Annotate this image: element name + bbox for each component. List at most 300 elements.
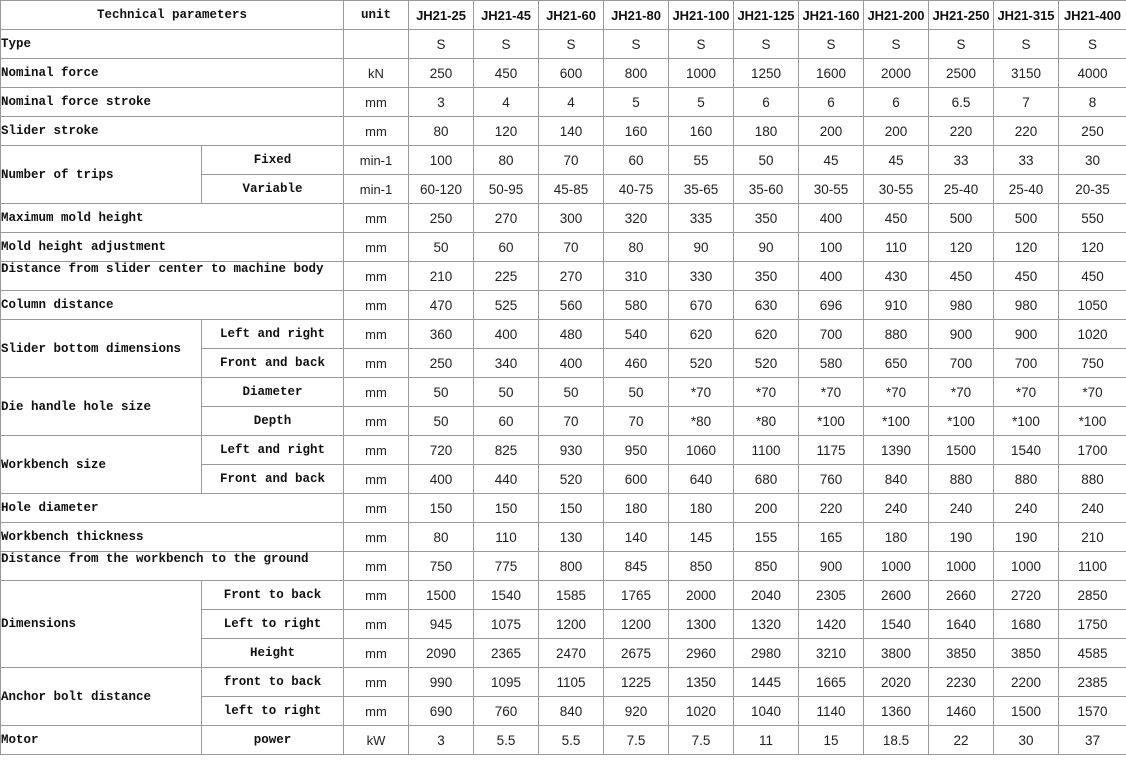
value-cell: 2000 xyxy=(669,581,734,610)
value-cell: S xyxy=(734,30,799,59)
header-row xyxy=(1,1,1126,30)
value-cell: 180 xyxy=(864,523,929,552)
value-cell: 500 xyxy=(994,204,1059,233)
value-cell: 70 xyxy=(539,146,604,175)
value-cell: 470 xyxy=(409,291,474,320)
value-cell: 760 xyxy=(474,697,539,726)
value-cell: 250 xyxy=(1059,117,1126,146)
value-cell: 1585 xyxy=(539,581,604,610)
row-sublabel: Depth xyxy=(202,407,344,436)
value-cell: 1140 xyxy=(799,697,864,726)
value-cell: 6 xyxy=(864,88,929,117)
unit-cell: mm xyxy=(344,465,409,494)
value-cell: 1250 xyxy=(734,59,799,88)
model-header: JH21-60 xyxy=(539,1,604,30)
value-cell: 210 xyxy=(409,262,474,291)
row-label: Column distance xyxy=(1,291,344,320)
row-label: Type xyxy=(1,30,344,59)
value-cell: 5.5 xyxy=(539,726,604,755)
value-cell: 1700 xyxy=(1059,436,1126,465)
value-cell: 720 xyxy=(409,436,474,465)
value-cell: 1175 xyxy=(799,436,864,465)
value-cell: 1000 xyxy=(864,552,929,581)
row-label: Mold height adjustment xyxy=(1,233,344,262)
value-cell: 2500 xyxy=(929,59,994,88)
value-cell: *80 xyxy=(734,407,799,436)
value-cell: 3150 xyxy=(994,59,1059,88)
value-cell: 900 xyxy=(994,320,1059,349)
value-cell: 350 xyxy=(734,204,799,233)
value-cell: 6.5 xyxy=(929,88,994,117)
value-cell: 30 xyxy=(1059,146,1126,175)
value-cell: 700 xyxy=(994,349,1059,378)
row-sublabel: Left to right xyxy=(202,610,344,639)
value-cell: 80 xyxy=(409,523,474,552)
value-cell: 400 xyxy=(799,262,864,291)
value-cell: 3 xyxy=(409,88,474,117)
table-row xyxy=(1,523,1126,552)
value-cell: 1225 xyxy=(604,668,669,697)
value-cell: 450 xyxy=(929,262,994,291)
value-cell: S xyxy=(929,30,994,59)
value-cell: 2200 xyxy=(994,668,1059,697)
value-cell: 7 xyxy=(994,88,1059,117)
value-cell: 20-35 xyxy=(1059,175,1126,204)
value-cell: 640 xyxy=(669,465,734,494)
value-cell: 1420 xyxy=(799,610,864,639)
value-cell: 450 xyxy=(1059,262,1126,291)
header-parameter-label: Technical parameters xyxy=(1,1,344,30)
value-cell: 1300 xyxy=(669,610,734,639)
value-cell: 1350 xyxy=(669,668,734,697)
value-cell: 340 xyxy=(474,349,539,378)
unit-cell: min-1 xyxy=(344,175,409,204)
value-cell: 60-120 xyxy=(409,175,474,204)
value-cell: 240 xyxy=(1059,494,1126,523)
value-cell: 4 xyxy=(539,88,604,117)
value-cell: S xyxy=(409,30,474,59)
unit-cell: mm xyxy=(344,378,409,407)
value-cell: 3850 xyxy=(994,639,1059,668)
value-cell: 350 xyxy=(734,262,799,291)
table-row xyxy=(1,494,1126,523)
value-cell: 310 xyxy=(604,262,669,291)
row-sublabel: front to back xyxy=(202,668,344,697)
value-cell: 30-55 xyxy=(864,175,929,204)
table-row xyxy=(1,30,1126,59)
value-cell: 2090 xyxy=(409,639,474,668)
value-cell: 70 xyxy=(539,233,604,262)
value-cell: 330 xyxy=(669,262,734,291)
value-cell: 50 xyxy=(604,378,669,407)
value-cell: S xyxy=(669,30,734,59)
value-cell: 2980 xyxy=(734,639,799,668)
unit-cell: mm xyxy=(344,117,409,146)
value-cell: S xyxy=(474,30,539,59)
value-cell: 696 xyxy=(799,291,864,320)
value-cell: *100 xyxy=(864,407,929,436)
value-cell: 1060 xyxy=(669,436,734,465)
value-cell: *70 xyxy=(669,378,734,407)
value-cell: 1000 xyxy=(669,59,734,88)
row-sublabel: Front to back xyxy=(202,581,344,610)
value-cell: 250 xyxy=(409,204,474,233)
value-cell: 2365 xyxy=(474,639,539,668)
value-cell: 700 xyxy=(799,320,864,349)
value-cell: 400 xyxy=(474,320,539,349)
value-cell: 18.5 xyxy=(864,726,929,755)
value-cell: *100 xyxy=(799,407,864,436)
value-cell: S xyxy=(539,30,604,59)
value-cell: 220 xyxy=(929,117,994,146)
value-cell: 500 xyxy=(929,204,994,233)
value-cell: 90 xyxy=(669,233,734,262)
value-cell: 1020 xyxy=(1059,320,1126,349)
value-cell: 50 xyxy=(409,378,474,407)
value-cell: 1460 xyxy=(929,697,994,726)
table-row xyxy=(1,668,1126,697)
value-cell: 11 xyxy=(734,726,799,755)
value-cell: 3850 xyxy=(929,639,994,668)
value-cell: 880 xyxy=(994,465,1059,494)
value-cell: 200 xyxy=(864,117,929,146)
value-cell: 1600 xyxy=(799,59,864,88)
value-cell: 1000 xyxy=(994,552,1059,581)
value-cell: 50 xyxy=(734,146,799,175)
model-header: JH21-160 xyxy=(799,1,864,30)
value-cell: 270 xyxy=(474,204,539,233)
value-cell: 800 xyxy=(604,59,669,88)
model-header: JH21-200 xyxy=(864,1,929,30)
value-cell: S xyxy=(994,30,1059,59)
value-cell: 3800 xyxy=(864,639,929,668)
value-cell: 165 xyxy=(799,523,864,552)
value-cell: 980 xyxy=(929,291,994,320)
value-cell: 155 xyxy=(734,523,799,552)
value-cell: 160 xyxy=(604,117,669,146)
value-cell: 210 xyxy=(1059,523,1126,552)
value-cell: 1665 xyxy=(799,668,864,697)
value-cell: 50 xyxy=(409,407,474,436)
value-cell: 760 xyxy=(799,465,864,494)
value-cell: 8 xyxy=(1059,88,1126,117)
value-cell: 2600 xyxy=(864,581,929,610)
value-cell: 45 xyxy=(864,146,929,175)
value-cell: S xyxy=(799,30,864,59)
value-cell: 220 xyxy=(799,494,864,523)
value-cell: 990 xyxy=(409,668,474,697)
value-cell: 35-60 xyxy=(734,175,799,204)
value-cell: 1500 xyxy=(929,436,994,465)
row-label: Workbench thickness xyxy=(1,523,344,552)
value-cell: 3210 xyxy=(799,639,864,668)
value-cell: 520 xyxy=(734,349,799,378)
value-cell: 1040 xyxy=(734,697,799,726)
value-cell: 450 xyxy=(474,59,539,88)
value-cell: 5.5 xyxy=(474,726,539,755)
value-cell: 190 xyxy=(929,523,994,552)
value-cell: 3 xyxy=(409,726,474,755)
value-cell: 4 xyxy=(474,88,539,117)
value-cell: 1500 xyxy=(994,697,1059,726)
unit-cell: mm xyxy=(344,291,409,320)
value-cell: 1765 xyxy=(604,581,669,610)
unit-cell: mm xyxy=(344,581,409,610)
value-cell: 950 xyxy=(604,436,669,465)
value-cell: 50 xyxy=(409,233,474,262)
value-cell: 30-55 xyxy=(799,175,864,204)
value-cell: 335 xyxy=(669,204,734,233)
value-cell: 5 xyxy=(669,88,734,117)
value-cell: 1445 xyxy=(734,668,799,697)
value-cell: 1105 xyxy=(539,668,604,697)
value-cell: 180 xyxy=(604,494,669,523)
value-cell: 55 xyxy=(669,146,734,175)
value-cell: 6 xyxy=(734,88,799,117)
value-cell: 900 xyxy=(799,552,864,581)
value-cell: 580 xyxy=(799,349,864,378)
value-cell: *70 xyxy=(864,378,929,407)
model-header: JH21-250 xyxy=(929,1,994,30)
value-cell: 880 xyxy=(1059,465,1126,494)
value-cell: 70 xyxy=(539,407,604,436)
value-cell: 1320 xyxy=(734,610,799,639)
value-cell: 840 xyxy=(864,465,929,494)
value-cell: S xyxy=(864,30,929,59)
value-cell: 880 xyxy=(929,465,994,494)
value-cell: 850 xyxy=(734,552,799,581)
group-label: Anchor bolt distance xyxy=(1,668,202,726)
value-cell: 360 xyxy=(409,320,474,349)
value-cell: 2305 xyxy=(799,581,864,610)
value-cell: 2470 xyxy=(539,639,604,668)
value-cell: 440 xyxy=(474,465,539,494)
model-header: JH21-100 xyxy=(669,1,734,30)
row-label: Nominal force xyxy=(1,59,344,88)
row-sublabel: Fixed xyxy=(202,146,344,175)
row-sublabel: Left and right xyxy=(202,436,344,465)
value-cell: *70 xyxy=(734,378,799,407)
value-cell: 220 xyxy=(994,117,1059,146)
value-cell: 2960 xyxy=(669,639,734,668)
value-cell: 600 xyxy=(539,59,604,88)
value-cell: 560 xyxy=(539,291,604,320)
value-cell: 37 xyxy=(1059,726,1126,755)
value-cell: 110 xyxy=(474,523,539,552)
unit-cell: mm xyxy=(344,523,409,552)
group-label: Die handle hole size xyxy=(1,378,202,436)
value-cell: 100 xyxy=(409,146,474,175)
value-cell: 1100 xyxy=(734,436,799,465)
value-cell: 50 xyxy=(539,378,604,407)
unit-cell: mm xyxy=(344,407,409,436)
value-cell: 775 xyxy=(474,552,539,581)
value-cell: 80 xyxy=(604,233,669,262)
value-cell: 450 xyxy=(994,262,1059,291)
value-cell: 540 xyxy=(604,320,669,349)
group-label: Slider bottom dimensions xyxy=(1,320,202,378)
value-cell: 15 xyxy=(799,726,864,755)
value-cell: 120 xyxy=(994,233,1059,262)
value-cell: 33 xyxy=(929,146,994,175)
value-cell: 80 xyxy=(409,117,474,146)
value-cell: 1540 xyxy=(474,581,539,610)
row-sublabel: Left and right xyxy=(202,320,344,349)
value-cell: 620 xyxy=(734,320,799,349)
row-sublabel: power xyxy=(202,726,344,755)
value-cell: 150 xyxy=(474,494,539,523)
table-row xyxy=(1,117,1126,146)
value-cell: 120 xyxy=(929,233,994,262)
value-cell: 1200 xyxy=(604,610,669,639)
value-cell: 2720 xyxy=(994,581,1059,610)
value-cell: 2230 xyxy=(929,668,994,697)
value-cell: S xyxy=(604,30,669,59)
value-cell: 60 xyxy=(474,233,539,262)
value-cell: 22 xyxy=(929,726,994,755)
model-header: JH21-80 xyxy=(604,1,669,30)
model-header: JH21-400 xyxy=(1059,1,1126,30)
value-cell: 550 xyxy=(1059,204,1126,233)
table-row xyxy=(1,726,1126,755)
value-cell: 2675 xyxy=(604,639,669,668)
value-cell: 1360 xyxy=(864,697,929,726)
value-cell: 400 xyxy=(409,465,474,494)
value-cell: 6 xyxy=(799,88,864,117)
value-cell: 45 xyxy=(799,146,864,175)
value-cell: 1540 xyxy=(994,436,1059,465)
value-cell: 80 xyxy=(474,146,539,175)
value-cell: 450 xyxy=(864,204,929,233)
table-row xyxy=(1,88,1126,117)
unit-cell: kN xyxy=(344,59,409,88)
unit-cell: mm xyxy=(344,494,409,523)
row-sublabel: Height xyxy=(202,639,344,668)
value-cell: 2020 xyxy=(864,668,929,697)
value-cell: 200 xyxy=(799,117,864,146)
unit-cell: mm xyxy=(344,697,409,726)
value-cell: 150 xyxy=(539,494,604,523)
value-cell: 110 xyxy=(864,233,929,262)
value-cell: 1100 xyxy=(1059,552,1126,581)
value-cell: *100 xyxy=(1059,407,1126,436)
value-cell: 130 xyxy=(539,523,604,552)
value-cell: 1050 xyxy=(1059,291,1126,320)
table-row xyxy=(1,262,1126,291)
value-cell: 5 xyxy=(604,88,669,117)
table-row xyxy=(1,233,1126,262)
table-row xyxy=(1,378,1126,407)
value-cell: 33 xyxy=(994,146,1059,175)
value-cell: *70 xyxy=(799,378,864,407)
unit-cell: mm xyxy=(344,436,409,465)
value-cell: 945 xyxy=(409,610,474,639)
value-cell: 1750 xyxy=(1059,610,1126,639)
value-cell: 520 xyxy=(539,465,604,494)
unit-cell: mm xyxy=(344,262,409,291)
unit-cell: mm xyxy=(344,639,409,668)
group-label: Dimensions xyxy=(1,581,202,668)
unit-cell: mm xyxy=(344,320,409,349)
value-cell: *100 xyxy=(994,407,1059,436)
value-cell: 400 xyxy=(539,349,604,378)
value-cell: 7.5 xyxy=(604,726,669,755)
value-cell: 240 xyxy=(994,494,1059,523)
value-cell: 525 xyxy=(474,291,539,320)
value-cell: 30 xyxy=(994,726,1059,755)
model-header: JH21-125 xyxy=(734,1,799,30)
value-cell: 45-85 xyxy=(539,175,604,204)
value-cell: 650 xyxy=(864,349,929,378)
value-cell: *70 xyxy=(1059,378,1126,407)
value-cell: 750 xyxy=(1059,349,1126,378)
table-row xyxy=(1,146,1126,175)
value-cell: 35-65 xyxy=(669,175,734,204)
row-label: Slider stroke xyxy=(1,117,344,146)
value-cell: 1075 xyxy=(474,610,539,639)
value-cell: 670 xyxy=(669,291,734,320)
value-cell: 60 xyxy=(474,407,539,436)
value-cell: 1390 xyxy=(864,436,929,465)
value-cell: 160 xyxy=(669,117,734,146)
value-cell: 40-75 xyxy=(604,175,669,204)
row-label: Distance from slider center to machine body xyxy=(1,262,344,291)
value-cell: *80 xyxy=(669,407,734,436)
value-cell: 120 xyxy=(474,117,539,146)
header-unit-label: unit xyxy=(344,1,409,30)
row-sublabel: Front and back xyxy=(202,349,344,378)
value-cell: 250 xyxy=(409,349,474,378)
row-label: Maximum mold height xyxy=(1,204,344,233)
value-cell: 1540 xyxy=(864,610,929,639)
table-row xyxy=(1,291,1126,320)
value-cell: 850 xyxy=(669,552,734,581)
value-cell: 2385 xyxy=(1059,668,1126,697)
unit-cell xyxy=(344,30,409,59)
value-cell: 50 xyxy=(474,378,539,407)
value-cell: 980 xyxy=(994,291,1059,320)
value-cell: 600 xyxy=(604,465,669,494)
value-cell: 300 xyxy=(539,204,604,233)
unit-cell: mm xyxy=(344,204,409,233)
value-cell: 140 xyxy=(539,117,604,146)
value-cell: 1000 xyxy=(929,552,994,581)
value-cell: 1200 xyxy=(539,610,604,639)
value-cell: 680 xyxy=(734,465,799,494)
row-sublabel: Variable xyxy=(202,175,344,204)
value-cell: 100 xyxy=(799,233,864,262)
unit-cell: mm xyxy=(344,552,409,581)
value-cell: 930 xyxy=(539,436,604,465)
value-cell: 2040 xyxy=(734,581,799,610)
unit-cell: mm xyxy=(344,349,409,378)
value-cell: 240 xyxy=(864,494,929,523)
group-label: Motor xyxy=(1,726,202,755)
value-cell: 845 xyxy=(604,552,669,581)
row-label: Nominal force stroke xyxy=(1,88,344,117)
value-cell: 7.5 xyxy=(669,726,734,755)
value-cell: 240 xyxy=(929,494,994,523)
unit-cell: mm xyxy=(344,88,409,117)
value-cell: 460 xyxy=(604,349,669,378)
value-cell: 700 xyxy=(929,349,994,378)
value-cell: 180 xyxy=(669,494,734,523)
value-cell: 140 xyxy=(604,523,669,552)
unit-cell: mm xyxy=(344,610,409,639)
value-cell: 70 xyxy=(604,407,669,436)
model-header: JH21-45 xyxy=(474,1,539,30)
value-cell: 150 xyxy=(409,494,474,523)
